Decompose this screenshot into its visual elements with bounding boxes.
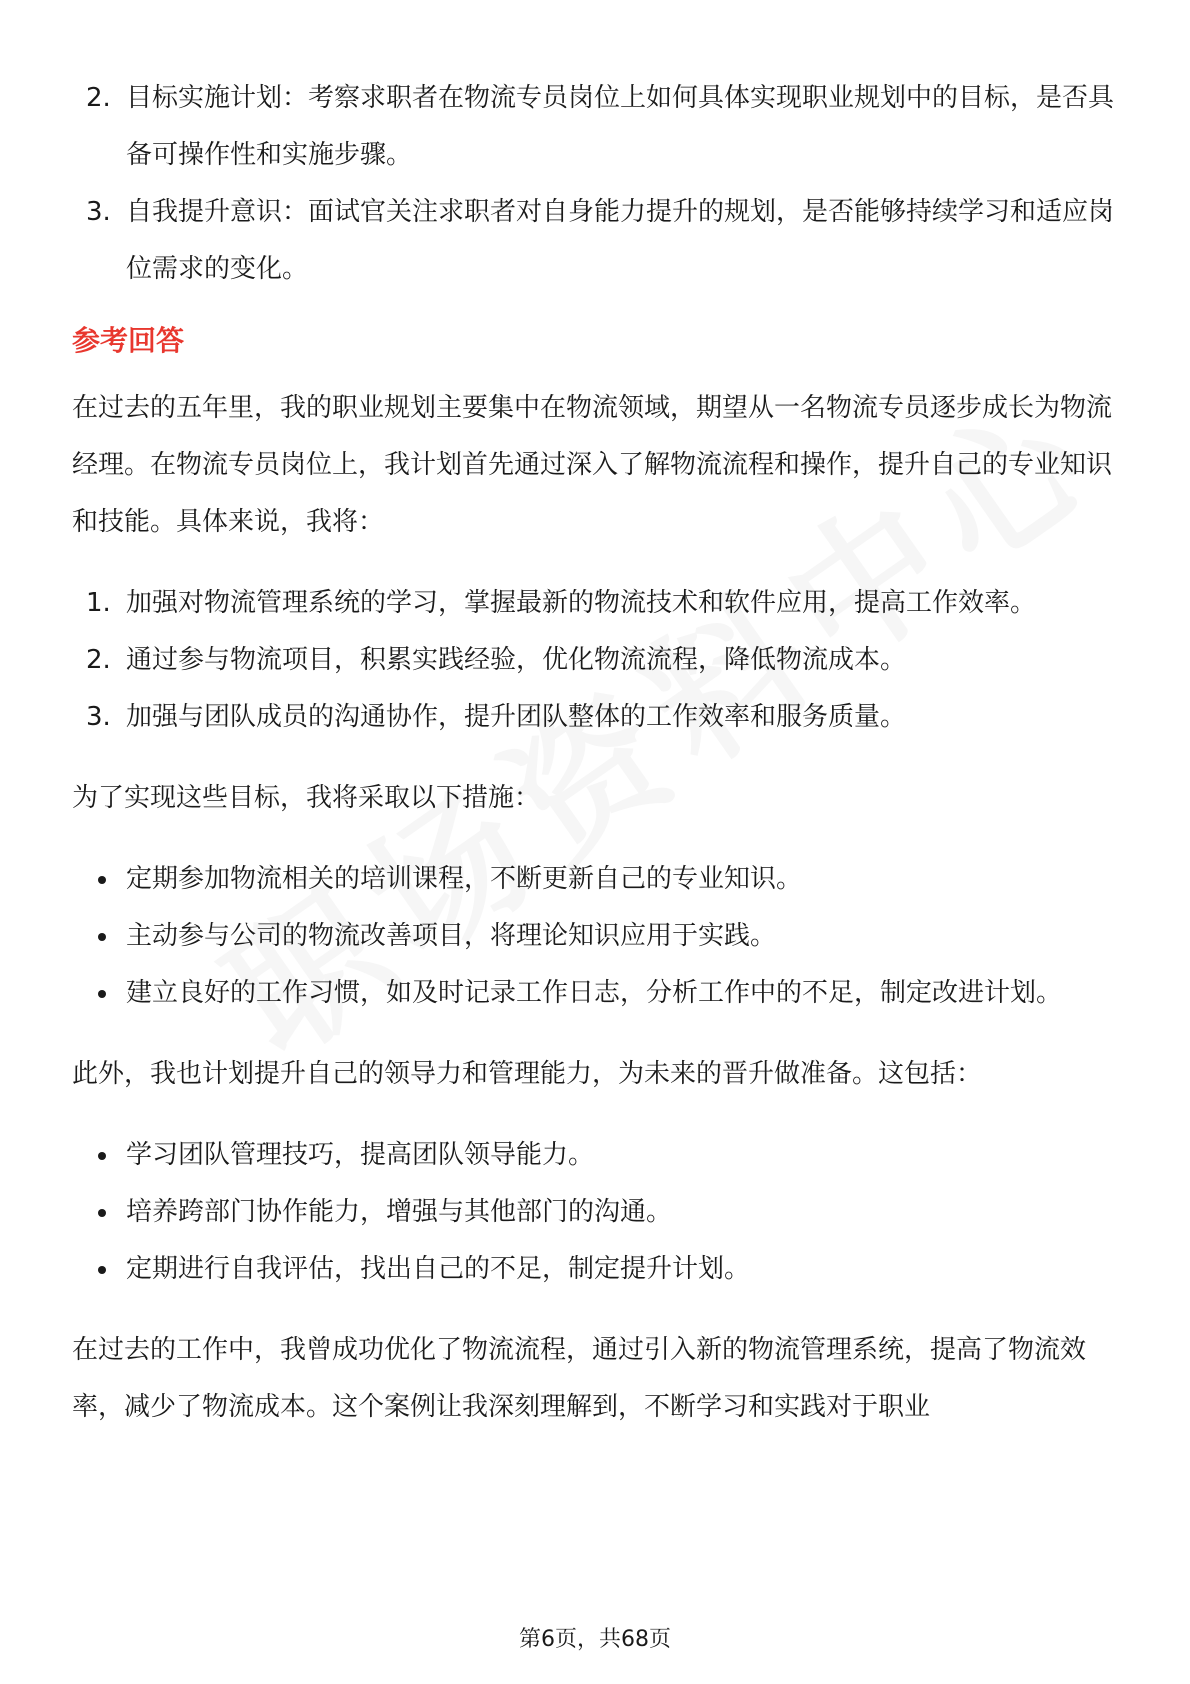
list-text: 学习团队管理技巧，提高团队领导能力。 bbox=[126, 1140, 595, 1170]
list-number: 2. bbox=[86, 645, 111, 675]
plan-list bbox=[72, 575, 1118, 746]
list-text: 培养跨部门协作能力，增强与其他部门的沟通。 bbox=[126, 1197, 673, 1227]
bullet-icon bbox=[98, 1152, 106, 1160]
paragraph: 为了实现这些目标，我将采取以下措施： bbox=[72, 783, 541, 813]
paragraph: 在过去的五年里，我的职业规划主要集中在物流领域，期望从一名物流专员逐步成长为物流经理。在物流专员岗位上，我计划首先通过深入了解物流流程和操作，提升自己的专业知识和技能。具体来说，我将： bbox=[72, 393, 1113, 537]
list-number: 1. bbox=[86, 588, 111, 618]
page-footer: 第6页，共68页 bbox=[519, 1627, 671, 1652]
bullet-icon bbox=[98, 1266, 106, 1274]
list-text: 加强对物流管理系统的学习，掌握最新的物流技术和软件应用，提高工作效率。 bbox=[126, 588, 1037, 618]
list-number: 3. bbox=[86, 197, 111, 227]
list-item bbox=[72, 575, 1118, 632]
list-item bbox=[72, 908, 1118, 965]
list-text: 主动参与公司的物流改善项目，将理论知识应用于实践。 bbox=[126, 921, 777, 951]
bullet-icon bbox=[98, 933, 106, 941]
list-text: 通过参与物流项目，积累实践经验，优化物流流程，降低物流成本。 bbox=[126, 645, 907, 675]
criteria-list bbox=[72, 70, 1118, 298]
section-heading: 参考回答 bbox=[72, 324, 185, 357]
list-text: 目标实施计划：考察求职者在物流专员岗位上如何具体实现职业规划中的目标，是否具备可操作性和实施步骤。 bbox=[126, 83, 1115, 170]
bullet-icon bbox=[98, 990, 106, 998]
list-item bbox=[72, 632, 1118, 689]
list-item bbox=[72, 1127, 1118, 1184]
list-item bbox=[72, 965, 1118, 1022]
measures-list bbox=[72, 851, 1118, 1022]
list-item bbox=[72, 1184, 1118, 1241]
list-item bbox=[72, 184, 1118, 298]
list-number: 2. bbox=[86, 83, 111, 113]
list-item bbox=[72, 689, 1118, 746]
list-text: 定期参加物流相关的培训课程，不断更新自己的专业知识。 bbox=[126, 864, 803, 894]
list-number: 3. bbox=[86, 702, 111, 732]
list-text: 自我提升意识：面试官关注求职者对自身能力提升的规划，是否能够持续学习和适应岗位需求的变化。 bbox=[126, 197, 1115, 284]
list-item bbox=[72, 70, 1118, 184]
list-text: 定期进行自我评估，找出自己的不足，制定提升计划。 bbox=[126, 1254, 751, 1284]
list-text: 加强与团队成员的沟通协作，提升团队整体的工作效率和服务质量。 bbox=[126, 702, 907, 732]
paragraph: 此外，我也计划提升自己的领导力和管理能力，为未来的晋升做准备。这包括： bbox=[72, 1059, 983, 1089]
paragraph: 在过去的工作中，我曾成功优化了物流流程，通过引入新的物流管理系统，提高了物流效率，减少了物流成本。这个案例让我深刻理解到，不断学习和实践对于职业 bbox=[72, 1335, 1087, 1422]
list-item bbox=[72, 1241, 1118, 1298]
page-content bbox=[72, 70, 1118, 1436]
leadership-list bbox=[72, 1127, 1118, 1298]
bullet-icon bbox=[98, 876, 106, 884]
bullet-icon bbox=[98, 1209, 106, 1217]
list-text: 建立良好的工作习惯，如及时记录工作日志，分析工作中的不足，制定改进计划。 bbox=[126, 978, 1063, 1008]
list-item bbox=[72, 851, 1118, 908]
